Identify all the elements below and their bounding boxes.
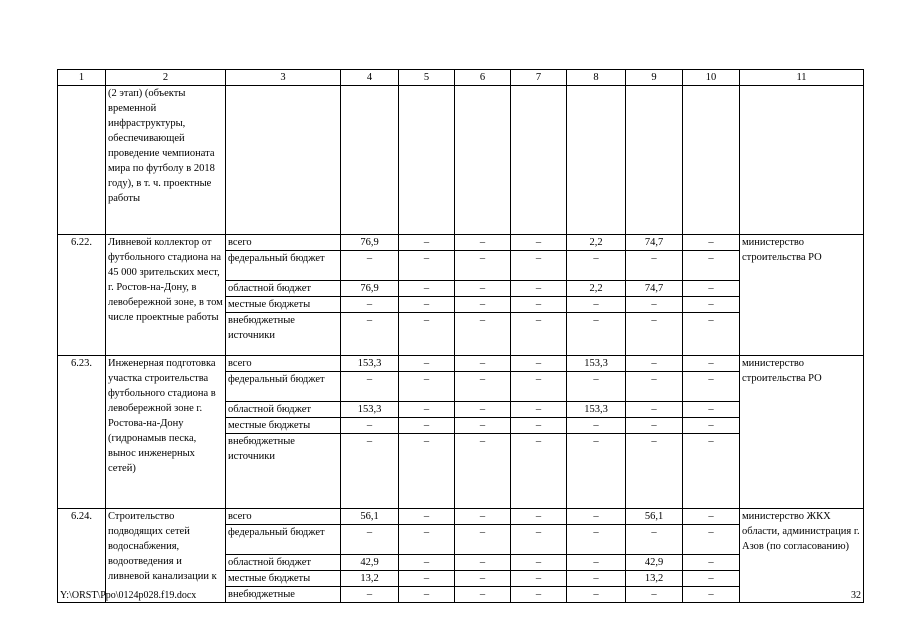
table-row [58, 235, 864, 251]
value-cell: 74,7 [626, 281, 683, 297]
value-cell: – [567, 525, 626, 555]
value-cell: – [455, 297, 511, 313]
value-cell: – [626, 525, 683, 555]
value-cell [626, 86, 683, 235]
header-cell: 4 [341, 70, 399, 86]
value-cell: – [341, 525, 399, 555]
item-description: Ливневой коллектор от футбольного стадиона на 45 000 зрительских мест, г. Ростов-на-Дону, в левобережной зоне, в том числе проектные работы [106, 235, 226, 356]
value-cell: 76,9 [341, 235, 399, 251]
source-cell [226, 86, 341, 235]
funding-source: всего [226, 356, 341, 372]
value-cell: 42,9 [341, 555, 399, 571]
value-cell: – [567, 372, 626, 402]
value-cell: – [341, 372, 399, 402]
value-cell: – [455, 356, 511, 372]
funding-source: местные бюджеты [226, 571, 341, 587]
value-cell: – [683, 509, 740, 525]
value-cell: – [455, 525, 511, 555]
page-number: 32 [851, 590, 861, 601]
num-cell [58, 86, 106, 235]
value-cell: – [567, 418, 626, 434]
funding-source: всего [226, 509, 341, 525]
value-cell: – [399, 434, 455, 509]
value-cell: 2,2 [567, 281, 626, 297]
value-cell: 153,3 [567, 402, 626, 418]
description-cell: (2 этап) (объекты временной инфраструктуры, обеспечивающей проведение чемпионата мира по футболу в 2018 году), в т. ч. проектные работы [106, 86, 226, 235]
value-cell: 153,3 [567, 356, 626, 372]
value-cell: – [511, 372, 567, 402]
value-cell: – [455, 251, 511, 281]
value-cell: – [626, 587, 683, 603]
funding-source: областной бюджет [226, 402, 341, 418]
value-cell: – [567, 434, 626, 509]
value-cell: – [455, 313, 511, 356]
header-cell: 3 [226, 70, 341, 86]
header-cell: 5 [399, 70, 455, 86]
executor-cell: министерство строительства РО [740, 356, 864, 509]
value-cell: – [511, 313, 567, 356]
header-cell: 10 [683, 70, 740, 86]
value-cell: – [511, 555, 567, 571]
value-cell: – [683, 281, 740, 297]
value-cell: – [341, 251, 399, 281]
value-cell [683, 86, 740, 235]
value-cell: – [455, 418, 511, 434]
value-cell: – [683, 571, 740, 587]
data-table [57, 69, 864, 603]
header-cell: 7 [511, 70, 567, 86]
value-cell: – [455, 372, 511, 402]
value-cell: – [399, 571, 455, 587]
value-cell: 56,1 [626, 509, 683, 525]
value-cell: – [455, 235, 511, 251]
value-cell: – [511, 571, 567, 587]
funding-source: внебюджетные источники [226, 434, 341, 509]
value-cell: – [511, 297, 567, 313]
value-cell: – [567, 297, 626, 313]
value-cell: – [455, 571, 511, 587]
value-cell: – [341, 587, 399, 603]
value-cell: – [511, 418, 567, 434]
value-cell: – [455, 402, 511, 418]
funding-source: областной бюджет [226, 555, 341, 571]
table-row [58, 509, 864, 525]
funding-source: федеральный бюджет [226, 251, 341, 281]
value-cell: – [626, 434, 683, 509]
value-cell: – [399, 418, 455, 434]
value-cell: – [683, 418, 740, 434]
value-cell: – [626, 251, 683, 281]
executor-cell: министерство ЖКХ области, администрация г. Азов (по согласованию) [740, 509, 864, 603]
value-cell: – [567, 571, 626, 587]
funding-source: федеральный бюджет [226, 525, 341, 555]
header-row [58, 70, 864, 86]
value-cell: – [683, 402, 740, 418]
value-cell [399, 86, 455, 235]
value-cell: – [626, 313, 683, 356]
value-cell: – [683, 235, 740, 251]
funding-source: внебюджетные источники [226, 313, 341, 356]
value-cell [567, 86, 626, 235]
value-cell: 2,2 [567, 235, 626, 251]
value-cell: – [683, 372, 740, 402]
header-cell: 9 [626, 70, 683, 86]
value-cell: – [399, 587, 455, 603]
value-cell: – [626, 356, 683, 372]
value-cell: – [399, 251, 455, 281]
header-cell: 1 [58, 70, 106, 86]
funding-source: местные бюджеты [226, 418, 341, 434]
value-cell: – [511, 587, 567, 603]
value-cell: – [683, 313, 740, 356]
value-cell: – [511, 525, 567, 555]
value-cell: – [455, 555, 511, 571]
value-cell: – [567, 509, 626, 525]
value-cell: 153,3 [341, 356, 399, 372]
item-number: 6.23. [58, 356, 106, 509]
funding-source: всего [226, 235, 341, 251]
value-cell: – [399, 525, 455, 555]
item-description: Строительство подводящих сетей водоснабжения, водоотведения и ливневой канализации к [106, 509, 226, 603]
value-cell: 42,9 [626, 555, 683, 571]
item-number: 6.22. [58, 235, 106, 356]
value-cell: – [399, 356, 455, 372]
table-body [58, 70, 864, 603]
value-cell: 153,3 [341, 402, 399, 418]
value-cell: – [683, 434, 740, 509]
funding-source: федеральный бюджет [226, 372, 341, 402]
value-cell: 13,2 [341, 571, 399, 587]
value-cell: – [399, 402, 455, 418]
value-cell: – [626, 418, 683, 434]
executor-cell: министерство строительства РО [740, 235, 864, 356]
value-cell: – [399, 555, 455, 571]
value-cell: – [399, 509, 455, 525]
value-cell: – [626, 297, 683, 313]
value-cell: – [341, 313, 399, 356]
funding-source: областной бюджет [226, 281, 341, 297]
value-cell: – [511, 434, 567, 509]
value-cell: – [511, 251, 567, 281]
continuation-row [58, 86, 864, 235]
executor-cell [740, 86, 864, 235]
file-path: Y:\ORST\Ppo\0124p028.f19.docx [60, 590, 197, 601]
value-cell: – [399, 313, 455, 356]
funding-source: внебюджетные [226, 587, 341, 603]
value-cell: – [399, 372, 455, 402]
value-cell: – [567, 587, 626, 603]
value-cell: – [683, 555, 740, 571]
value-cell: – [626, 402, 683, 418]
value-cell: – [455, 509, 511, 525]
item-number: 6.24. [58, 509, 106, 603]
value-cell: – [341, 418, 399, 434]
table-row [58, 356, 864, 372]
value-cell: 13,2 [626, 571, 683, 587]
value-cell: – [399, 297, 455, 313]
header-cell: 11 [740, 70, 864, 86]
value-cell: – [455, 587, 511, 603]
value-cell: – [683, 356, 740, 372]
item-description: Инженерная подготовка участка строительства футбольного стадиона в левобережной зоне г. Ростова-на-Дону (гидронамыв песка, вынос инженерных сетей) [106, 356, 226, 509]
value-cell: – [399, 281, 455, 297]
value-cell: – [683, 587, 740, 603]
value-cell: 76,9 [341, 281, 399, 297]
value-cell [511, 86, 567, 235]
value-cell: – [511, 356, 567, 372]
value-cell: – [511, 509, 567, 525]
value-cell: – [683, 297, 740, 313]
value-cell: – [511, 402, 567, 418]
value-cell: – [567, 313, 626, 356]
value-cell: – [399, 235, 455, 251]
value-cell: – [626, 372, 683, 402]
value-cell: – [511, 281, 567, 297]
value-cell [455, 86, 511, 235]
header-cell: 8 [567, 70, 626, 86]
value-cell: – [567, 555, 626, 571]
value-cell: 74,7 [626, 235, 683, 251]
header-cell: 2 [106, 70, 226, 86]
value-cell: – [455, 281, 511, 297]
value-cell: – [683, 251, 740, 281]
value-cell: – [341, 297, 399, 313]
header-cell: 6 [455, 70, 511, 86]
value-cell: – [341, 434, 399, 509]
value-cell: 56,1 [341, 509, 399, 525]
value-cell: – [567, 251, 626, 281]
value-cell: – [683, 525, 740, 555]
value-cell [341, 86, 399, 235]
funding-source: местные бюджеты [226, 297, 341, 313]
value-cell: – [455, 434, 511, 509]
value-cell: – [511, 235, 567, 251]
